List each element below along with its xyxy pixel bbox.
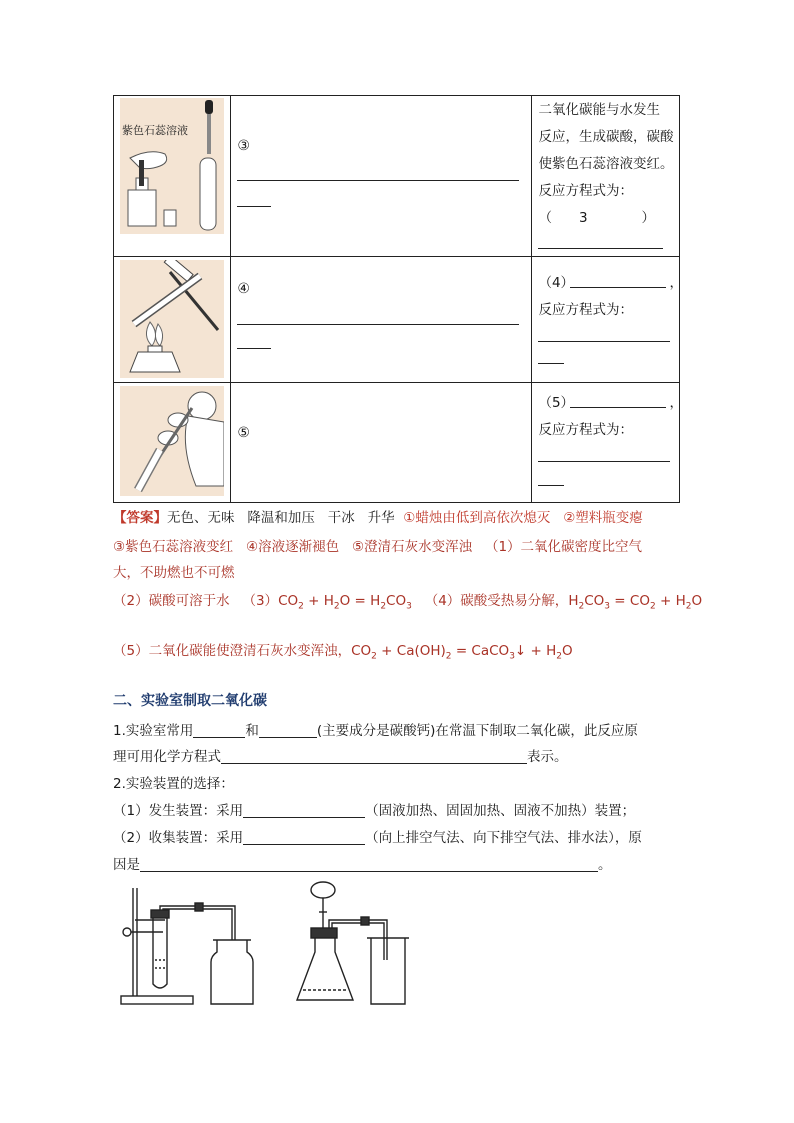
table-row (114, 383, 680, 503)
equation-label: 反应方程式为： (538, 183, 633, 199)
equation-label: 反应方程式为： (538, 302, 633, 318)
answer-line-2 (113, 535, 642, 555)
observation-cell (231, 383, 532, 503)
question-number: （4） (538, 275, 575, 291)
image-cell (114, 257, 231, 383)
answer-line (538, 461, 670, 462)
item-number: ⑤ (237, 425, 250, 441)
answer-line (538, 341, 670, 342)
comma: ， (669, 275, 683, 291)
answer-item: （2）碳酸可溶于水 (113, 593, 230, 609)
fill-blank[interactable] (243, 830, 365, 845)
answer-item: 无色、无味 (167, 510, 235, 526)
answer-item: （5）二氧化碳能使澄清石灰水变浑浊， (113, 643, 352, 659)
answer-line (570, 407, 666, 408)
paragraph-5 (113, 826, 642, 846)
answer-line-short (237, 348, 271, 349)
liquid-nonheating-apparatus (297, 882, 409, 1004)
lab-apparatus-diagram (113, 880, 423, 1010)
fill-blank[interactable] (259, 723, 317, 738)
answer-line (237, 324, 519, 325)
answer-line-3: 大，不助燃也不可燃 (113, 565, 235, 581)
answer-item: （1）二氧化碳密度比空气 (484, 539, 643, 555)
answer-item: ②塑料瓶变瘪 (563, 510, 643, 526)
text: 因是 (113, 857, 140, 873)
blowing-into-tube-illustration (120, 386, 224, 496)
fill-blank[interactable] (221, 749, 527, 764)
equation: $CO_2 + Ca(OH)_2$ = CaCO$_3$↓ + $H_2O$ (351, 643, 573, 662)
image-label: 紫色石蕊溶液 (122, 124, 188, 137)
conclusion-text: 反应，生成碳酸，碳酸 (538, 129, 674, 145)
answer-line-short (237, 206, 271, 207)
conclusion-cell (532, 257, 683, 383)
conclusion-cell (532, 96, 680, 257)
text: （固液加热、固固加热、固液不加热）装置； (365, 803, 636, 819)
answer-line (538, 248, 663, 249)
equation: $H_2CO_3 = CO_2 + H_2O$ (568, 593, 703, 612)
answer-line (570, 287, 666, 288)
paragraph-1 (113, 719, 638, 739)
text: 表示。 (527, 749, 568, 765)
answer-item: ⑤澄清石灰水变浑浊 (351, 539, 473, 555)
image-cell (114, 96, 231, 257)
text: 1.实验室常用 (113, 723, 194, 739)
paragraph-4 (113, 799, 635, 819)
litmus-dropper-illustration (120, 98, 224, 234)
heating-test-tube-illustration (120, 260, 224, 378)
equation-bracket: （ 3 ） (538, 210, 656, 226)
answer-line-short (538, 363, 564, 364)
fill-blank[interactable] (193, 723, 245, 738)
text: （1）发生装置：采用 (113, 803, 244, 819)
text: （2）收集装置：采用 (113, 830, 244, 846)
answer-item: 升华 (367, 510, 395, 526)
fill-blank[interactable] (140, 857, 598, 872)
table-row (114, 257, 680, 383)
paragraph-6 (113, 853, 612, 873)
conclusion-text: 二氧化碳能与水发生 (538, 102, 660, 118)
item-number: ④ (237, 281, 250, 297)
comma: ， (669, 395, 683, 411)
paragraph-3: 2.实验装置的选择： (113, 776, 234, 792)
answer-item: ④溶液逐渐褪色 (245, 539, 340, 555)
answer-line-4 (113, 589, 702, 612)
experiment-table (113, 95, 683, 503)
table-row (114, 96, 680, 257)
answer-item: 降温和加压 (247, 510, 315, 526)
section-title: 二、实验室制取二氧化碳 (113, 693, 267, 709)
answer-line-5 (113, 639, 573, 662)
answer-line-short (538, 485, 564, 486)
equation-label: 反应方程式为： (538, 422, 633, 438)
answer-item: ③紫色石蕊溶液变红 (113, 539, 234, 555)
fill-blank[interactable] (243, 803, 365, 818)
observation-cell (231, 257, 532, 383)
paragraph-2 (113, 745, 568, 765)
answer-line (237, 180, 519, 181)
answer-item: ①蜡烛由低到高依次熄灭 (403, 510, 551, 526)
conclusion-text: 使紫色石蕊溶液变红。 (538, 156, 674, 172)
question-number: （5） (538, 395, 575, 411)
text: 和 (245, 723, 259, 739)
answer-item: （4）碳酸受热易分解， (424, 593, 569, 609)
solid-heating-apparatus (121, 888, 253, 1004)
text: （向上排空气法、向下排空气法、排水法），原 (365, 830, 642, 846)
text: (主要成分是碳酸钙)在常温下制取二氧化碳，此反应原 (316, 723, 638, 739)
answer-tag: 【答案】 (113, 510, 167, 526)
answer-line-1 (113, 506, 643, 526)
image-cell (114, 383, 231, 503)
text: 。 (598, 857, 612, 873)
conclusion-cell (532, 383, 683, 503)
answer-item: 干冰 (327, 510, 355, 526)
equation: $CO_2 + H_2O = H_2CO_3$ (278, 593, 412, 612)
answer-item: （3） (242, 593, 279, 609)
item-number: ③ (237, 138, 250, 154)
text: 理可用化学方程式 (113, 749, 221, 765)
observation-cell (231, 96, 532, 257)
